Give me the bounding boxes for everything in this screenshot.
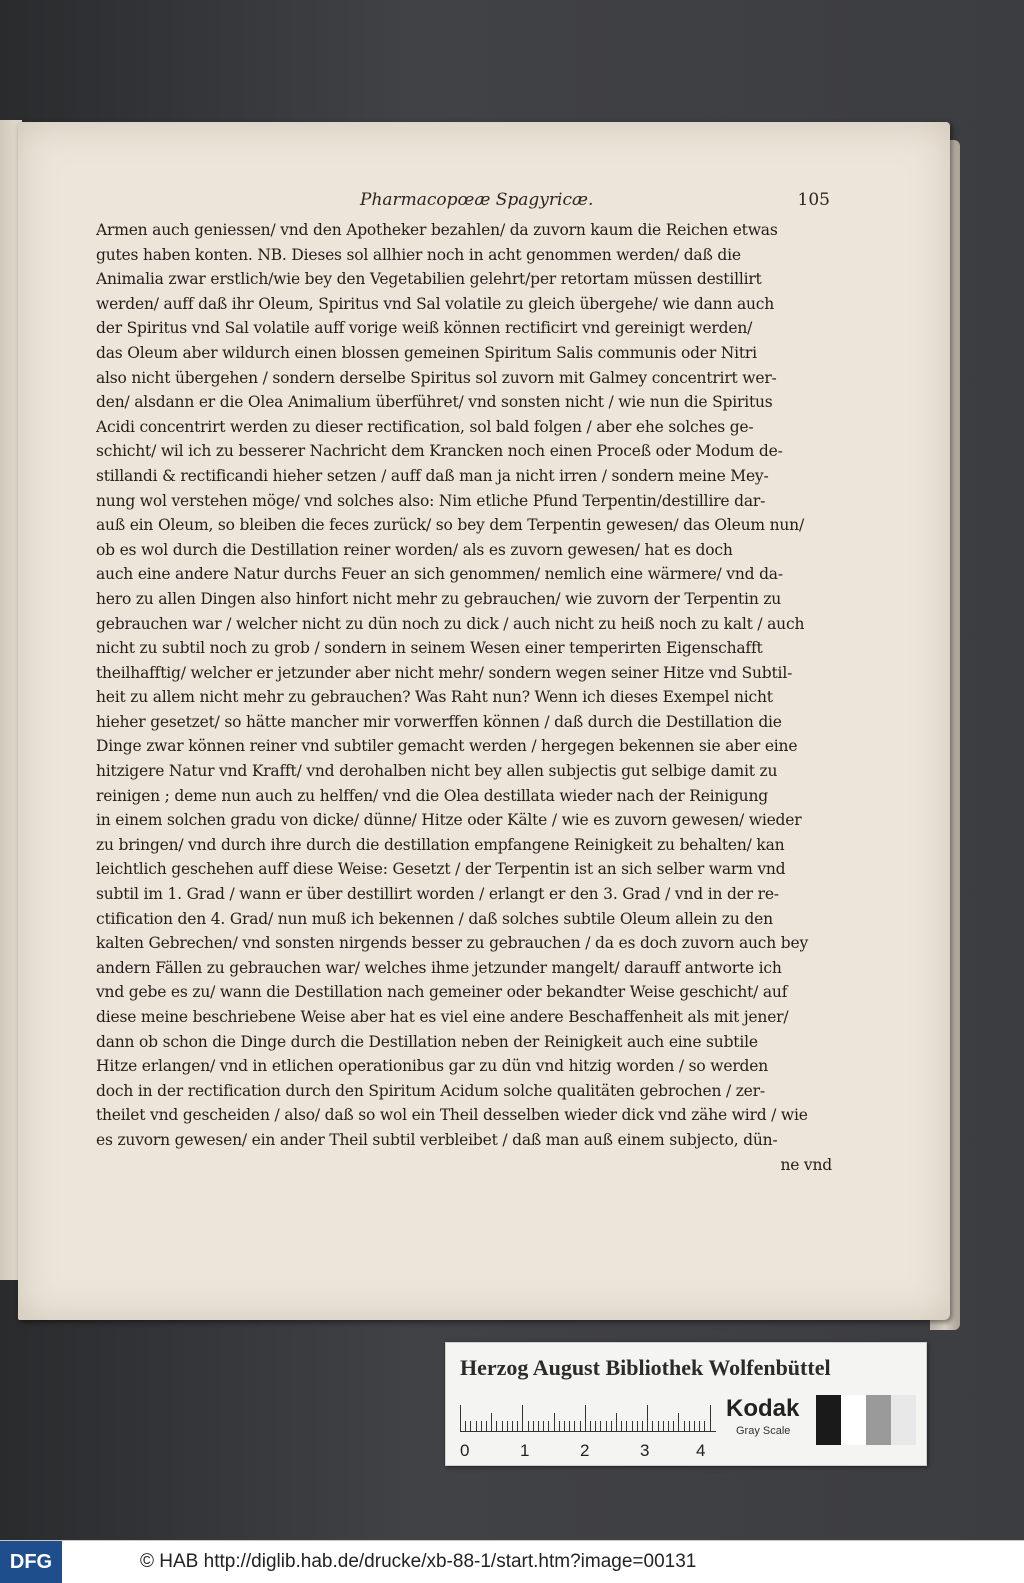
text-line: in einem solchen gradu von dicke/ dünne/ Hitze oder Kälte / wie es zuvorn gewesen/ wieder	[96, 811, 802, 830]
ruler-tick	[533, 1421, 534, 1431]
ruler-tick	[710, 1405, 711, 1431]
text-line: heit zu allem nicht mehr zu gebrauchen? Was Raht nun? Wenn ich dieses Exempel nicht	[96, 688, 773, 707]
ruler-tick	[491, 1413, 492, 1431]
text-line: gutes haben konten. NB. Dieses sol allhier noch in acht genommen werden/ daß die	[96, 245, 741, 264]
kodak-logo: Kodak	[726, 1395, 800, 1422]
ruler-tick	[642, 1421, 643, 1431]
ruler-tick	[543, 1421, 544, 1431]
text-line: auch eine andere Natur durchs Feuer an sich genommen/ nemlich eine wärmere/ vnd da-	[96, 565, 783, 584]
ruler-tick	[522, 1405, 523, 1431]
text-line: also nicht übergehen / sondern derselbe Spiritus sol zuvorn mit Galmey concentrirt wer-	[96, 368, 777, 387]
ruler-tick	[554, 1413, 555, 1431]
text-line: dann ob schon die Dinge durch die Destillation neben der Reinigkeit auch eine subtile	[96, 1032, 758, 1051]
text-line: Dinge zwar können reiner vnd subtiler gemacht werden / hergegen bekennen sie aber eine	[96, 737, 798, 756]
ruler-tick	[606, 1421, 607, 1431]
dfg-logo: DFG	[0, 1541, 62, 1583]
text-line: doch in der rectification durch den Spiritum Acidum solche qualitäten gebrochen / zer-	[96, 1081, 765, 1100]
ruler-tick	[496, 1421, 497, 1431]
ruler-tick	[637, 1421, 638, 1431]
ruler-tick	[600, 1421, 601, 1431]
ruler-tick	[512, 1421, 513, 1431]
ruler-tick	[632, 1421, 633, 1431]
text-line: subtil im 1. Grad / wann er über destillirt worden / erlangt er den 3. Grad / vnd in der re-	[96, 885, 779, 904]
ruler-tick	[616, 1413, 617, 1431]
text-line: nicht zu subtil noch zu grob / sondern in seinem Wesen einer temperirten Eigenschafft	[96, 639, 763, 658]
ruler-tick	[569, 1421, 570, 1431]
text-line: ctification den 4. Grad/ nun muß ich bekennen / daß solches subtile Oleum allein zu den	[96, 909, 773, 928]
text-line: auß ein Oleum, so bleiben die feces zurück/ so bey dem Terpentin gewesen/ das Oleum nun/	[96, 516, 804, 535]
gray-swatch	[816, 1395, 841, 1445]
ruler-number: 3	[640, 1441, 650, 1460]
text-line: Animalia zwar erstlich/wie bey den Vegetabilien gelehrt/per retortam müssen destillirt	[96, 270, 762, 289]
ruler-tick	[585, 1405, 586, 1431]
color-calibration-card	[445, 1342, 927, 1466]
text-line: es zuvorn gewesen/ ein ander Theil subtil verbleibet / daß man auß einem subjecto, dün-	[96, 1130, 778, 1149]
ruler-tick	[678, 1413, 679, 1431]
footer-credit: © HAB http://diglib.hab.de/drucke/xb-88-1/start.htm?image=00131	[140, 1551, 697, 1572]
ruler-number: 4	[696, 1441, 706, 1460]
page-number: 105	[797, 190, 830, 210]
text-line: diese meine beschriebene Weise aber hat es viel eine andere Beschaffenheit als mit jener/	[96, 1008, 789, 1026]
ruler-tick	[486, 1421, 487, 1431]
ruler-tick	[517, 1421, 518, 1431]
gray-swatch	[841, 1395, 866, 1445]
ruler-tick	[658, 1421, 659, 1431]
text-line: ob es wol durch die Destillation reiner worden/ als es zuvorn gewesen/ hat es doch	[96, 540, 733, 559]
footer-bar	[0, 1540, 1024, 1583]
ruler-tick	[668, 1421, 669, 1431]
ruler-tick	[611, 1421, 612, 1431]
text-line: werden/ auff daß ihr Oleum, Spiritus vnd Sal volatile zu gleich übergehe/ wie dann auch	[96, 294, 775, 313]
ruler-tick	[673, 1421, 674, 1431]
text-line: Armen auch geniessen/ vnd den Apotheker bezahlen/ da zuvorn kaum die Reichen etwas	[96, 221, 778, 239]
ruler-tick	[507, 1421, 508, 1431]
ruler-tick	[621, 1421, 622, 1431]
text-line: reinigen ; deme nun auch zu helffen/ vnd die Olea destillata wieder nach der Reinigung	[96, 786, 768, 805]
ruler-tick	[481, 1421, 482, 1431]
text-line: leichtlich geschehen auff diese Weise: Gesetzt / der Terpentin ist an sich selber warm vnd	[96, 860, 786, 879]
text-line: theilet vnd gescheiden / also/ daß so wol ein Theil desselben wieder dick vnd zähe wird / wie	[96, 1106, 808, 1125]
ruler-tick	[595, 1421, 596, 1431]
ruler-tick	[704, 1421, 705, 1431]
ruler-tick	[460, 1405, 461, 1431]
ruler-tick	[559, 1421, 560, 1431]
ruler-tick	[647, 1405, 648, 1431]
text-line: hieher gesetzet/ so hätte mancher mir vorwerffen können / daß durch die Destillation die	[96, 712, 782, 731]
ruler-tick	[652, 1421, 653, 1431]
ruler-tick	[548, 1421, 549, 1431]
ruler-tick	[590, 1421, 591, 1431]
measurement-ruler	[460, 1401, 716, 1432]
gray-swatch	[866, 1395, 891, 1445]
ruler-tick	[476, 1421, 477, 1431]
text-line: vnd gebe es zu/ wann die Destillation nach gemeiner oder bekandter Weise geschicht/ auf	[96, 983, 788, 1002]
text-line: das Oleum aber wildurch einen blossen gemeinen Spiritum Salis communis oder Nitri	[96, 343, 757, 362]
ruler-number: 1	[520, 1441, 530, 1460]
ruler-tick	[538, 1421, 539, 1431]
ruler-tick	[663, 1421, 664, 1431]
gray-scale-label: Gray Scale	[736, 1425, 791, 1437]
text-line: theilhafftig/ welcher er jetzunder aber nicht mehr/ sondern wegen seiner Hitze vnd Subtil-	[96, 663, 793, 682]
ruler-tick	[694, 1421, 695, 1431]
ruler-tick	[684, 1421, 685, 1431]
ruler-tick	[470, 1421, 471, 1431]
text-line: schicht/ wil ich zu besserer Nachricht dem Krancken noch einen Proceß oder Modum de-	[96, 442, 783, 461]
text-line: kalten Gebrechen/ vnd sonsten nirgends besser zu gebrauchen / da es doch zuvorn auch bey	[96, 934, 809, 953]
ruler-tick	[580, 1421, 581, 1431]
ruler-tick	[528, 1421, 529, 1431]
gray-swatches	[816, 1395, 916, 1445]
gray-swatch	[891, 1395, 916, 1445]
library-name: Herzog August Bibliothek Wolfenbüttel	[460, 1355, 831, 1380]
ruler-number: 0	[460, 1441, 470, 1460]
ruler-tick	[574, 1421, 575, 1431]
ruler-tick	[626, 1421, 627, 1431]
running-head-title: Pharmacopœæ Spagyricæ.	[360, 190, 594, 210]
ruler-tick	[564, 1421, 565, 1431]
ruler-tick	[699, 1421, 700, 1431]
catchword: ne vnd	[780, 1155, 832, 1174]
text-line: nung wol verstehen möge/ vnd solches also: Nim etliche Pfund Terpentin/destillire dar-	[96, 491, 766, 510]
ruler-tick	[502, 1421, 503, 1431]
text-line: andern Fällen zu gebrauchen war/ welches ihme jetzunder mangelt/ darauff antworte ich	[96, 958, 782, 977]
ruler-tick	[465, 1421, 466, 1431]
text-line: stillandi & rectificandi hieher setzen / auff daß man ja nicht irren / sondern meine Mey-	[96, 466, 769, 485]
running-head	[300, 190, 830, 214]
text-line: hitzigere Natur vnd Krafft/ vnd derohalben nicht bey allen subjectis gut selbige damit zu	[96, 762, 778, 781]
page-body-text	[96, 218, 832, 1177]
text-line: hero zu allen Dingen also hinfort nicht mehr zu gebrauchen/ wie zuvorn der Terpentin zu	[96, 589, 782, 608]
text-line: gebrauchen war / welcher nicht zu dün noch zu dick / auch nicht zu heiß noch zu kalt / auch	[96, 614, 805, 633]
text-line: Acidi concentrirt werden zu dieser rectification, sol bald folgen / aber ehe solches ge-	[96, 417, 754, 436]
text-line: Hitze erlangen/ vnd in etlichen operationibus gar zu dün vnd hitzig worden / so werden	[96, 1057, 769, 1076]
text-line: zu bringen/ vnd durch ihre durch die destillation empfangene Reinigkeit zu behalten/ kan	[96, 835, 785, 854]
text-line: der Spiritus vnd Sal volatile auff vorige weiß können rectificirt vnd gereinigt werden/	[96, 319, 753, 338]
text-line: den/ alsdann er die Olea Animalium überführet/ vnd sonsten nicht / wie nun die Spiritus	[96, 393, 773, 412]
ruler-tick	[689, 1421, 690, 1431]
ruler-number: 2	[580, 1441, 590, 1460]
